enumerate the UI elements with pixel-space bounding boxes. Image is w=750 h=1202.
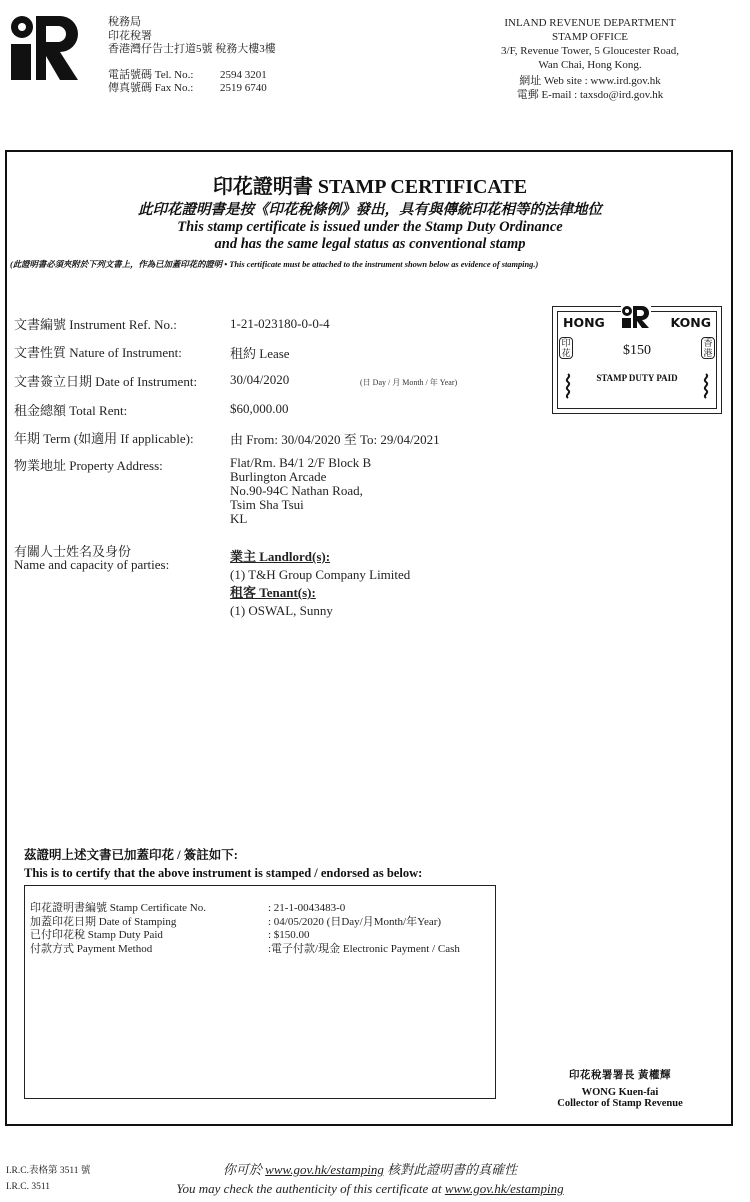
address-cn: 香港灣仔告士打道5號 稅務大樓3樓 <box>108 43 276 55</box>
rent-label: 租金總額 Total Rent: <box>14 403 128 418</box>
office-en: STAMP OFFICE <box>551 31 629 43</box>
detail-value: : 21-1-0043483-0 <box>268 902 346 914</box>
dept-cn: 稅務局 <box>108 16 141 28</box>
certify-en: This is to certify that the above instrument is stamped / endorsed as below: <box>24 866 423 880</box>
detail-value: : 04/05/2020 (日Day/月Month/年Year) <box>268 915 442 928</box>
dept-en: INLAND REVENUE DEPARTMENT <box>504 17 676 29</box>
stamp-kong: KONG <box>670 315 711 330</box>
ref-value: 1-21-023180-0-0-4 <box>230 316 330 331</box>
parties-label <box>14 545 169 571</box>
parties-label-en: Name and capacity of parties: <box>14 557 170 572</box>
attach-note: (此證明書必須夾附於下列文書上，作為已加蓋印花的證明 • This certificate must be attached to the instrument shown below as evidence of stamping.) <box>10 260 539 269</box>
detail-label: 已付印花稅 Stamp Duty Paid <box>30 929 163 941</box>
certify-cn: 茲證明上述文書已加蓋印花 / 簽註如下: <box>24 848 238 862</box>
stamp-amount: $150 <box>623 343 651 358</box>
nature-value: 租約 Lease <box>230 346 290 361</box>
fax-label: 傳真號碼 Fax No.: <box>108 82 194 94</box>
stamping-details <box>30 902 460 956</box>
address-en-2: Wan Chai, Hong Kong. <box>538 59 642 71</box>
coil-ornament-icon <box>701 373 711 401</box>
detail-label: 加蓋印花日期 Date of Stamping <box>30 915 177 928</box>
tel-label: 電話號碼 Tel. No.: <box>108 68 194 81</box>
date-label: 文書簽立日期 Date of Instrument: <box>14 374 198 389</box>
office-cn: 印花稅署 <box>108 29 152 42</box>
address-line: KL <box>230 511 248 526</box>
certificate-title: 印花證明書 STAMP CERTIFICATE <box>212 176 528 198</box>
date-value: 30/04/2020 <box>230 372 290 387</box>
tel-row <box>108 69 276 83</box>
tenant-entry: (1) OSWAL, Sunny <box>230 603 333 618</box>
term-label: 年期 Term (如適用 If applicable): <box>14 431 194 446</box>
detail-row <box>30 929 460 943</box>
landlord-entry: (1) T&H Group Company Limited <box>230 567 411 582</box>
parties-list <box>230 548 410 620</box>
legal-statement-en-1: This stamp certificate is issued under the Stamp Duty Ordinance <box>177 219 563 235</box>
fax-row <box>108 82 276 96</box>
collector-signature <box>540 1070 700 1109</box>
detail-row <box>30 943 460 957</box>
ird-logo <box>8 14 80 82</box>
address-label: 物業地址 Property Address: <box>14 458 163 473</box>
form-code-cn: I.R.C.表格第 3511 號 <box>6 1166 91 1176</box>
legal-statement-en-2: and has the same legal status as conventional stamp <box>214 236 526 252</box>
stamp-left-chars: 印花 <box>559 337 573 359</box>
certify-statement <box>24 846 422 882</box>
address-line: No.90-94C Nathan Road, <box>230 483 363 498</box>
stamp-right-chars: 香港 <box>701 337 715 359</box>
authenticity-cn <box>0 1160 740 1179</box>
email-link[interactable]: 電郵 E-mail : taxsdo@ird.gov.hk <box>516 89 664 101</box>
detail-value: : $150.00 <box>268 929 310 941</box>
website-link[interactable]: 網址 Web site : www.ird.gov.hk <box>519 75 661 87</box>
coil-ornament-icon <box>563 373 573 401</box>
nature-label: 文書性質 Nature of Instrument: <box>14 345 182 360</box>
address-line: Burlington Arcade <box>230 469 327 484</box>
detail-row <box>30 916 460 930</box>
detail-label: 付款方式 Payment Method <box>30 942 153 955</box>
authenticity-en <box>0 1179 740 1198</box>
address-en-1: 3/F, Revenue Tower, 5 Gloucester Road, <box>501 45 679 57</box>
legal-statement <box>0 202 740 253</box>
estamping-link-en[interactable]: www.gov.hk/estamping <box>444 1181 564 1196</box>
legal-statement-cn: 此印花證明書是按《印花稅條例》發出，具有與傳統印花相等的法律地位 <box>138 202 602 218</box>
stamp-hong: HONG <box>563 315 605 330</box>
property-address <box>230 456 371 526</box>
authenticity-note <box>0 1160 740 1198</box>
detail-label: 印花證明書編號 Stamp Certificate No. <box>30 902 206 914</box>
collector-name: WONG Kuen-fai <box>581 1087 659 1098</box>
stamp-duty-paid-stamp <box>552 306 722 414</box>
header-right <box>460 16 720 102</box>
ref-label: 文書編號 Instrument Ref. No.: <box>14 317 177 332</box>
landlord-heading: 業主 Landlord(s): <box>230 549 331 564</box>
authenticity-en-pre: You may check the authenticity of this certificate at <box>176 1181 445 1196</box>
collector-cn: 印花稅署署長 黃權輝 <box>568 1070 672 1081</box>
tenant-heading: 租客 Tenant(s): <box>230 585 316 600</box>
stamp-paid-label: STAMP DUTY PAID <box>596 373 678 383</box>
fax-value: 2519 6740 <box>220 82 267 94</box>
collector-title: Collector of Stamp Revenue <box>557 1098 683 1109</box>
header-left <box>108 16 276 96</box>
authenticity-cn-pre: 你可於 <box>222 1162 266 1177</box>
form-code-en: I.R.C. 3511 <box>6 1182 50 1192</box>
stamp-ir-logo-icon <box>621 305 651 329</box>
date-format-hint: (日 Day / 月 Month / 年 Year) <box>360 378 458 387</box>
address-line: Flat/Rm. B4/1 2/F Block B <box>230 455 372 470</box>
tel-value: 2594 3201 <box>220 68 267 81</box>
detail-value: :電子付款/現金 Electronic Payment / Cash <box>268 942 460 955</box>
term-value: 由 From: 30/04/2020 至 To: 29/04/2021 <box>230 432 440 447</box>
address-line: Tsim Sha Tsui <box>230 497 304 512</box>
authenticity-cn-post: 核對此證明書的真確性 <box>383 1162 518 1177</box>
detail-row <box>30 902 460 916</box>
rent-value: $60,000.00 <box>230 401 289 416</box>
estamping-link[interactable]: www.gov.hk/estamping <box>265 1162 384 1177</box>
parties-label-cn: 有關人士姓名及身份 <box>14 544 132 559</box>
